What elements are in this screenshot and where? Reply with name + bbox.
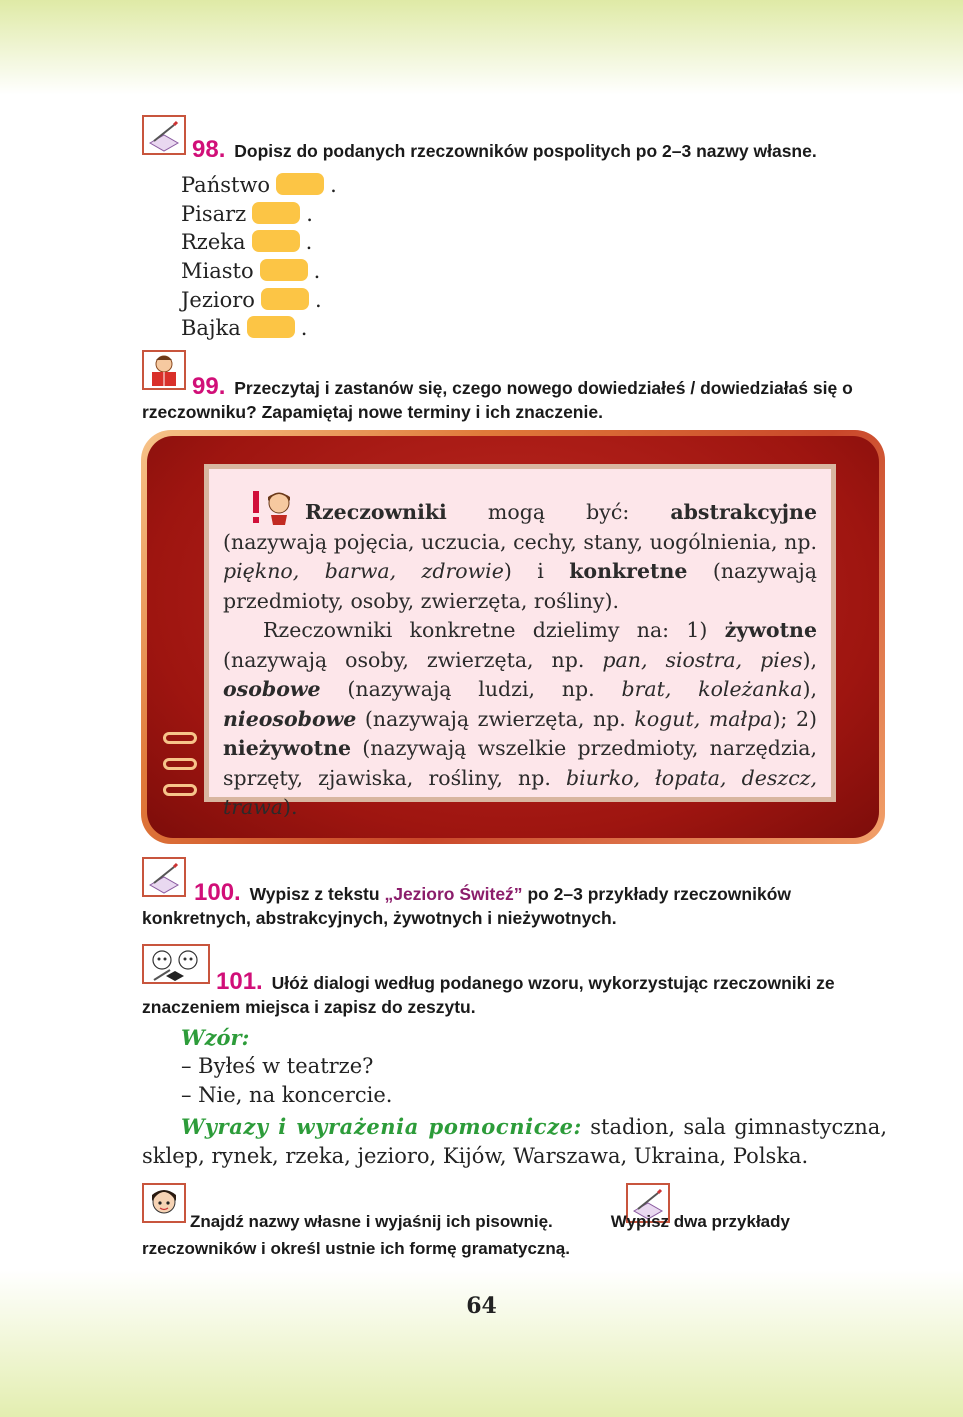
word-line: Miasto . [181,259,321,283]
task-number: 101. [216,968,263,995]
rule-run: (nazywają ludzi, np. [320,677,622,701]
rule-run: ); 2) [772,706,817,731]
rule-run: (nazywają osoby, zwierzęta, np. [223,647,603,672]
page-number: 64 [466,1293,497,1319]
rule-run: (nazywają pojęcia, uczucia, cechy, stany, uogólnienia, np. [223,529,817,554]
word-line: Bajka . [181,316,308,340]
rule-run: biurko, łopata, deszcz, trawa [223,765,817,819]
task-text-part1: Znajdź nazwy własne i wyjaśnij ich pisownię. [190,1212,553,1231]
task-98-instruction [192,138,892,163]
word-line: Pisarz . [181,202,313,226]
answer-blank[interactable] [252,230,300,252]
rule-run: nieosobowe [223,706,357,731]
task-text: Ułóż dialogi według podanego wzoru, wykorzystując rzeczowniki ze znaczeniem miejsca i zapisz do zeszytu. [142,973,835,1017]
rule-run: piękno, barwa, zdrowie [223,559,504,583]
exclamation-girl-icon [251,489,295,525]
tablet-button [163,784,197,796]
tablet-body [147,436,879,838]
answer-blank[interactable] [276,173,324,195]
wzor-label: Wzór: [181,1025,250,1050]
rule-run: abstrakcyjne [670,500,817,524]
word-line: Państwo . [181,173,337,197]
rule-text-1 [223,500,817,613]
task-100-instruction [142,881,887,930]
rule-paragraph-1 [223,489,817,616]
rule-screen [204,464,836,819]
helper-label: Wyrazy i wyrażenia pomocnicze: [181,1114,582,1139]
rule-run: osobowe [223,677,321,701]
answer-blank[interactable] [247,316,295,338]
rule-run: pan, siostra, pies [602,647,803,672]
rule-tablet [141,430,885,844]
tablet-button [163,758,197,770]
task-text-after: po 2–3 przykłady rzeczowników konkretnych, abstrakcyjnych, żywotnych i nieżywotnych. [142,884,791,928]
dialog-line: – Nie, na koncercie. [181,1083,393,1107]
dialog-line: – Byłeś w teatrze? [181,1054,374,1078]
task-text: Przeczytaj i zastanów się, czego nowego dowiedziałeś / dowiedziałaś się o rzeczowniku? Zapamiętaj nowe terminy i ich znaczenie. [142,378,853,422]
tablet-button [163,732,197,744]
word: Jezioro [181,288,255,312]
rule-run: (nazywają zwierzęta, np. [356,706,635,731]
write-icon [142,115,186,155]
rule-run: ). [283,795,298,819]
word: Rzeka [181,230,246,254]
task-99-instruction [142,375,887,424]
task-101-instruction [142,970,887,1019]
answer-blank[interactable] [252,202,300,224]
helper-text: stadion, sala gimnastyczna, sklep, rynek, rzeka, jezioro, Kijów, Warszawa, Ukraina, Polska. [142,1115,887,1168]
word: Pisarz [181,202,247,226]
rule-run: żywotne [724,618,817,642]
word: Bajka [181,316,241,340]
rule-run: ), [802,647,817,672]
task-number: 98. [192,136,226,163]
rule-run: brat, koleżanka [621,677,803,701]
rule-run: mogą być: [446,500,671,524]
rule-run: konkretne [569,559,688,583]
rule-run: ) i [503,559,570,583]
answer-blank[interactable] [260,259,308,281]
text-title-quote: „Jezioro Świteź” [384,884,523,904]
rule-run: Rzeczowniki konkretne dzielimy na: 1) [263,618,725,642]
answer-blank[interactable] [261,288,309,310]
rule-run: (nazywają przedmioty, osoby, zwierzęta, rośliny). [223,559,817,613]
rule-run: nieżywotne [223,736,352,760]
rule-run: Rzeczowniki [305,500,447,524]
task-text: Dopisz do podanych rzeczowników pospolitych po 2–3 nazwy własne. [234,141,817,161]
rule-run: kogut, małpa [634,706,773,731]
last-task-instruction [142,1208,887,1262]
word-line: Rzeka . [181,230,313,254]
word: Miasto [181,259,254,283]
rule-run: (nazywają wszelkie przedmioty, narzędzia, sprzęty, zjawiska, rośliny, np. [223,736,817,790]
rule-paragraph-2 [223,616,817,823]
task-number: 100. [194,879,241,906]
task-number: 99. [192,373,226,400]
word-line: Jezioro . [181,288,322,312]
task-text-part2: Wypisz dwa przykłady rzeczowników i określ ustnie ich formę gramatyczną. [142,1212,790,1258]
helper-words [142,1112,887,1171]
word: Państwo [181,173,271,197]
rule-run: ), [802,677,817,701]
task-text-before: Wypisz z tekstu [249,884,380,904]
